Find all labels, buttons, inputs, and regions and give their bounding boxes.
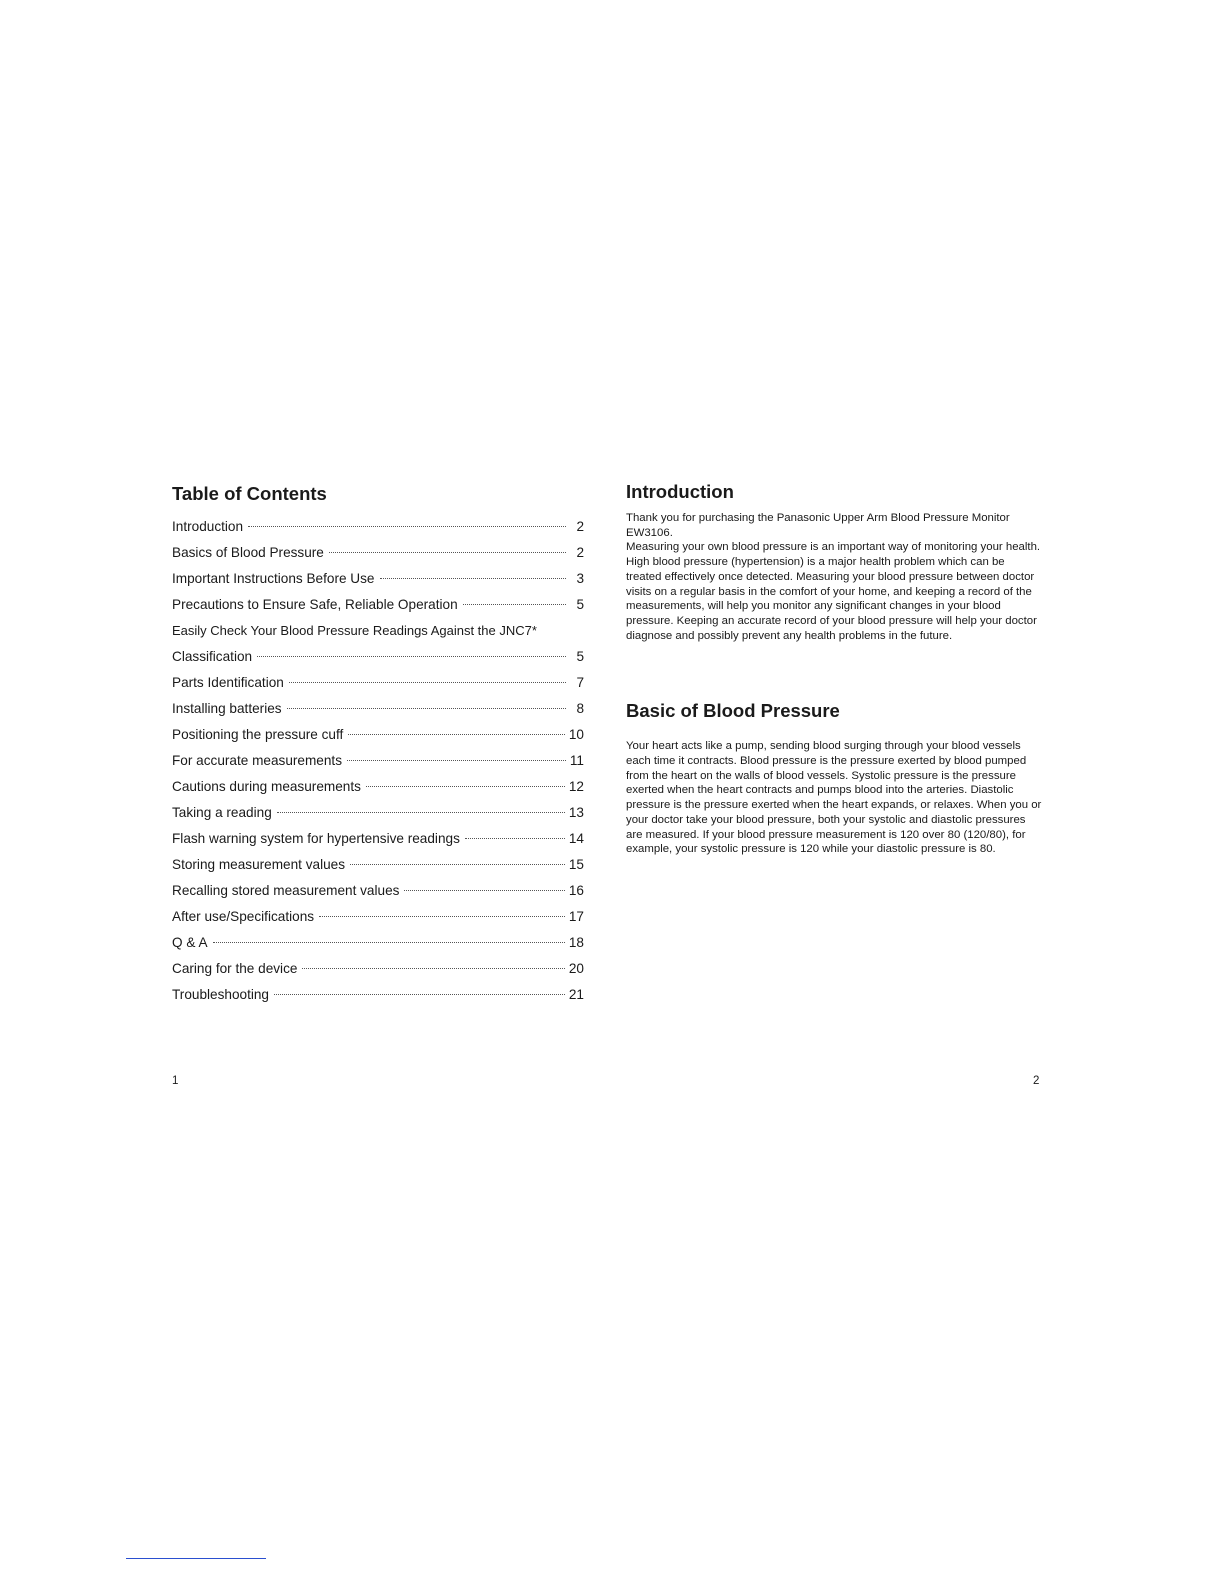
toc-item-label: After use/Specifications xyxy=(172,909,315,924)
toc-leader-dots xyxy=(213,942,565,943)
toc-item-label: For accurate measurements xyxy=(172,753,342,768)
introduction-text xyxy=(626,511,1042,643)
footnote-rule xyxy=(126,1558,266,1559)
toc-item-page: 20 xyxy=(568,961,584,976)
toc-item-label: Q & A xyxy=(172,935,208,950)
toc-item-label: Troubleshooting xyxy=(172,987,269,1002)
toc-leader-dots xyxy=(274,994,565,995)
toc-item-page: 8 xyxy=(576,701,584,716)
toc-item-label: Introduction xyxy=(172,519,244,534)
right-page xyxy=(626,480,1042,857)
toc-item[interactable] xyxy=(172,982,584,1008)
toc-item-page: 3 xyxy=(576,571,584,586)
toc-item-label: Cautions during measurements xyxy=(172,779,361,794)
toc-leader-dots xyxy=(289,682,566,683)
toc-item[interactable] xyxy=(172,618,584,644)
toc-item[interactable] xyxy=(172,514,584,540)
toc-leader-dots xyxy=(404,890,564,891)
toc-leader-dots xyxy=(257,656,566,657)
toc-item[interactable] xyxy=(172,774,584,800)
toc-item-label: Precautions to Ensure Safe, Reliable Operation xyxy=(172,597,458,612)
toc-item[interactable] xyxy=(172,956,584,982)
toc-item-label: Recalling stored measurement values xyxy=(172,883,400,898)
toc-item[interactable] xyxy=(172,566,584,592)
toc-item-label: Important Instructions Before Use xyxy=(172,571,375,586)
toc-leader-dots xyxy=(347,760,566,761)
toc-item-label: Installing batteries xyxy=(172,701,282,716)
toc-item[interactable] xyxy=(172,748,584,774)
left-page xyxy=(172,480,584,1008)
page-number-left: 1 xyxy=(172,1075,179,1087)
toc-item-label: Basics of Blood Pressure xyxy=(172,545,324,560)
toc-item[interactable] xyxy=(172,930,584,956)
toc-item-page: 16 xyxy=(568,883,584,898)
toc-leader-dots xyxy=(319,916,565,917)
toc-item[interactable] xyxy=(172,670,584,696)
toc-item-label: Parts Identification xyxy=(172,675,284,690)
toc-leader-dots xyxy=(350,864,565,865)
toc-title: Table of Contents xyxy=(172,483,327,504)
toc-item[interactable] xyxy=(172,644,584,670)
toc-item-label: Flash warning system for hypertensive readings xyxy=(172,831,460,846)
toc-item-page: 2 xyxy=(576,519,584,534)
toc-leader-dots xyxy=(329,552,566,553)
toc-item[interactable] xyxy=(172,878,584,904)
toc-item-page: 17 xyxy=(568,909,584,924)
toc-leader-dots xyxy=(302,968,564,969)
toc-item-page: 5 xyxy=(576,597,584,612)
toc-item[interactable] xyxy=(172,826,584,852)
toc-leader-dots xyxy=(465,838,565,839)
toc-item-label: Caring for the device xyxy=(172,961,298,976)
toc-item-label: Taking a reading xyxy=(172,805,272,820)
toc-item-page: 14 xyxy=(568,831,584,846)
toc-item[interactable] xyxy=(172,852,584,878)
toc-item[interactable] xyxy=(172,592,584,618)
toc-leader-dots xyxy=(287,708,566,709)
toc-item-page: 13 xyxy=(568,805,584,820)
toc-leader-dots xyxy=(248,526,566,527)
introduction-title: Introduction xyxy=(626,481,734,502)
toc-item-page: 10 xyxy=(568,727,584,742)
toc-item[interactable] xyxy=(172,904,584,930)
toc-item-page: 12 xyxy=(568,779,584,794)
toc-list xyxy=(172,514,584,1008)
toc-leader-dots xyxy=(348,734,565,735)
toc-item-page: 2 xyxy=(576,545,584,560)
toc-item-label: Easily Check Your Blood Pressure Readings Against the JNC7* xyxy=(172,623,537,638)
toc-leader-dots xyxy=(277,812,565,813)
toc-item-label: Positioning the pressure cuff xyxy=(172,727,344,742)
toc-item[interactable] xyxy=(172,540,584,566)
toc-item-label: Classification xyxy=(172,649,253,664)
toc-item[interactable] xyxy=(172,696,584,722)
toc-item-page: 15 xyxy=(568,857,584,872)
toc-leader-dots xyxy=(463,604,566,605)
toc-leader-dots xyxy=(380,578,567,579)
toc-leader-dots xyxy=(366,786,565,787)
toc-item-page: 21 xyxy=(568,987,584,1002)
toc-item-label: Storing measurement values xyxy=(172,857,346,872)
toc-item[interactable] xyxy=(172,800,584,826)
toc-item-page: 5 xyxy=(576,649,584,664)
toc-item-page: 18 xyxy=(568,935,584,950)
basics-text: Your heart acts like a pump, sending blood surging through your blood vessels each time it contracts. Blood pressure is the pressure exerted by blood pumped from the heart on the walls of blood vessels. Systolic pressure is the pressure exerted when the heart contracts and pumps blood into the arteries. Diastolic pressure is the pressure exerted when the heart expands, or relaxes. When you or your doctor take your blood pressure, both your systolic and diastolic pressures are measured. If your blood pressure measurement is 120 over 80 (120/80), for example, your systolic pressure is 120 while your diastolic pressure is 80. xyxy=(626,740,1042,856)
introduction-paragraph: Thank you for purchasing the Panasonic Upper Arm Blood Pressure Monitor EW3106. Measuring your own blood pressure is an important way of monitoring your health. High blood pressure (hypertension) is a major health problem which can be treated effectively once detected. Measuring your blood pressure between doctor visits on a regular basis in the comfort of your home, and keeping a record of the measurements, will help you monitor any significant changes in your blood pressure. Keeping an accurate record of your blood pressure will help your doctor diagnose and possibly prevent any health problems in the future. xyxy=(626,512,1041,642)
toc-item-page: 7 xyxy=(576,675,584,690)
basics-title: Basic of Blood Pressure xyxy=(626,700,840,722)
page-number-right: 2 xyxy=(1033,1075,1040,1087)
toc-item[interactable] xyxy=(172,722,584,748)
toc-item-page: 11 xyxy=(569,753,584,768)
